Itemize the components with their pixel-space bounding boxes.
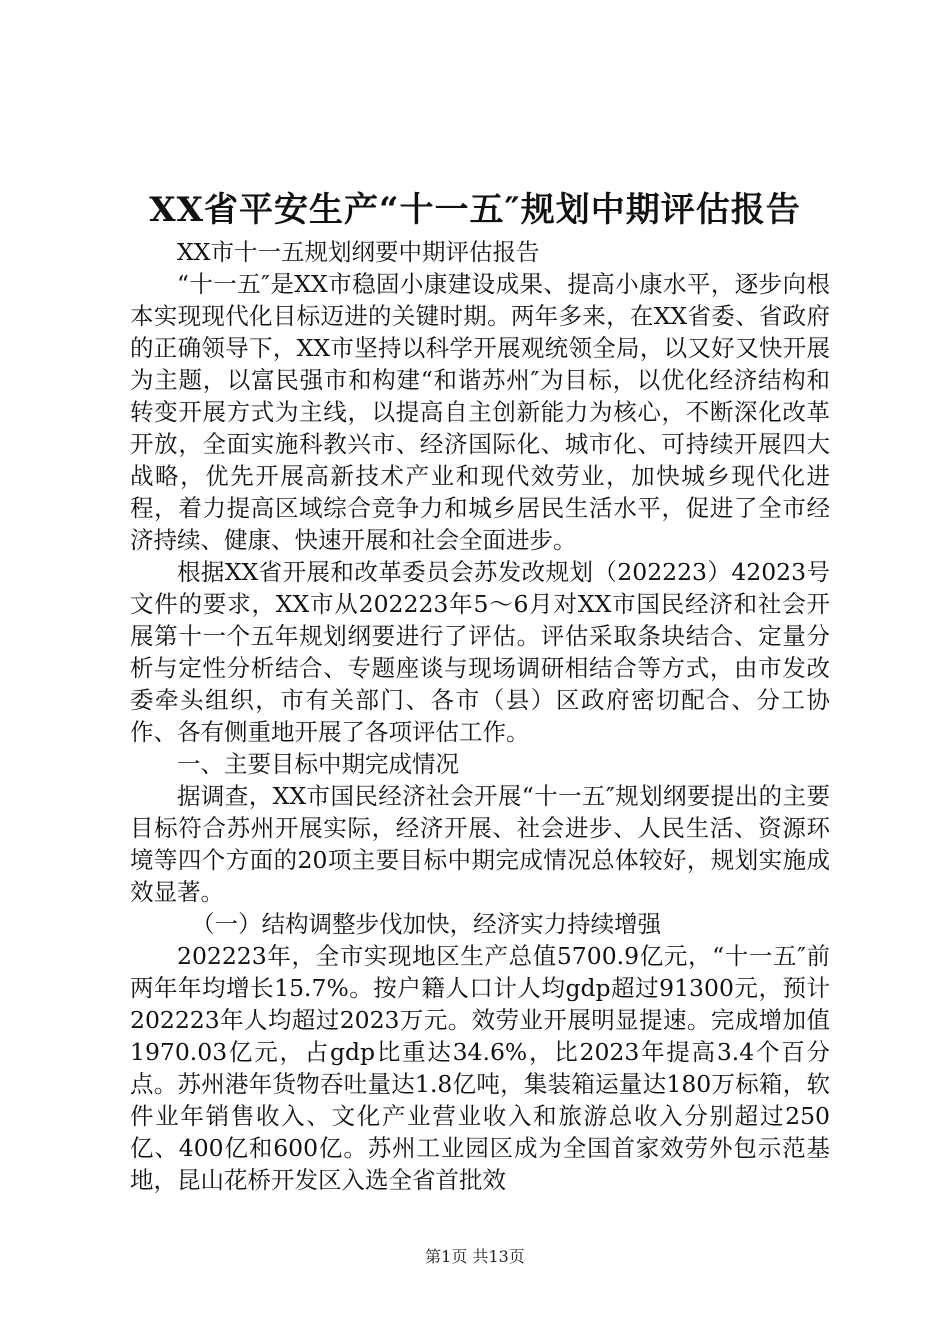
paragraph: “十一五″是XX市稳固小康建设成果、提高小康水平，逐步向根本实现现代化目标迈进的关键时期。两年多来，在XX省委、省政府的正确领导下，XX市坚持以科学开展观统领全局，以又好又快开展为主题，以富民强市和构建“和谐苏州″为目标，以优化经济结构和转变开展方式为主线，以提高自主创新能力为核心，不断深化改革开放，全面实施科教兴市、经济国际化、城市化、可持续开展四大战略，优先开展高新技术产业和现代效劳业，加快城乡现代化进程，着力提高区域综合竞争力和城乡居民生活水平，促进了全市经济持续、健康、快速开展和社会全面进步。 (130, 270, 830, 554)
subsection-heading: （一）结构调整步伐加快，经济实力持续增强 (191, 910, 662, 938)
document-body (130, 236, 830, 1196)
section-heading: 一、主要目标中期完成情况 (177, 750, 459, 778)
paragraph: 202223年，全市实现地区生产总值5700.9亿元，“十一五″前两年年均增长15.7%。按户籍人口计人均gdp超过91300元，预计202223年人均超过2023万元。效劳业开展明显提速。完成增加值1970.03亿元，占gdp比重达34.6%，比2023年提高3.4个百分点。苏州港年货物吞吐量达1.8亿吨，集装箱运量达180万标箱，软件业年销售收入、文化产业营业收入和旅游总收入分别超过250亿、400亿和600亿。苏州工业园区成为全国首家效劳外包示范基地，昆山花桥开发区入选全省首批效 (130, 942, 830, 1194)
paragraph: 根据XX省开展和改革委员会苏发改规划（202223）42023号文件的要求，XX市从202223年5～6月对XX市国民经济和社会开展第十一个五年规划纲要进行了评估。评估采取条块结合、定量分析与定性分析结合、专题座谈与现场调研相结合等方式，由市发改委牵头组织，市有关部门、各市（县）区政府密切配合、分工协作、各有侧重地开展了各项评估工作。 (130, 558, 830, 746)
paragraph-subtitle: XX市十一五规划纲要中期评估报告 (177, 238, 540, 266)
document-title: XX省平安生产“十一五″规划中期评估报告 (149, 190, 801, 230)
paragraph: 据调查，XX市国民经济社会开展“十一五″规划纲要提出的主要目标符合苏州开展实际，经济开展、社会进步、人民生活、资源环境等四个方面的20项主要目标中期完成情况总体较好，规划实施成效显著。 (130, 782, 830, 906)
page-number-footer: 第1页 共13页 (425, 1247, 525, 1266)
